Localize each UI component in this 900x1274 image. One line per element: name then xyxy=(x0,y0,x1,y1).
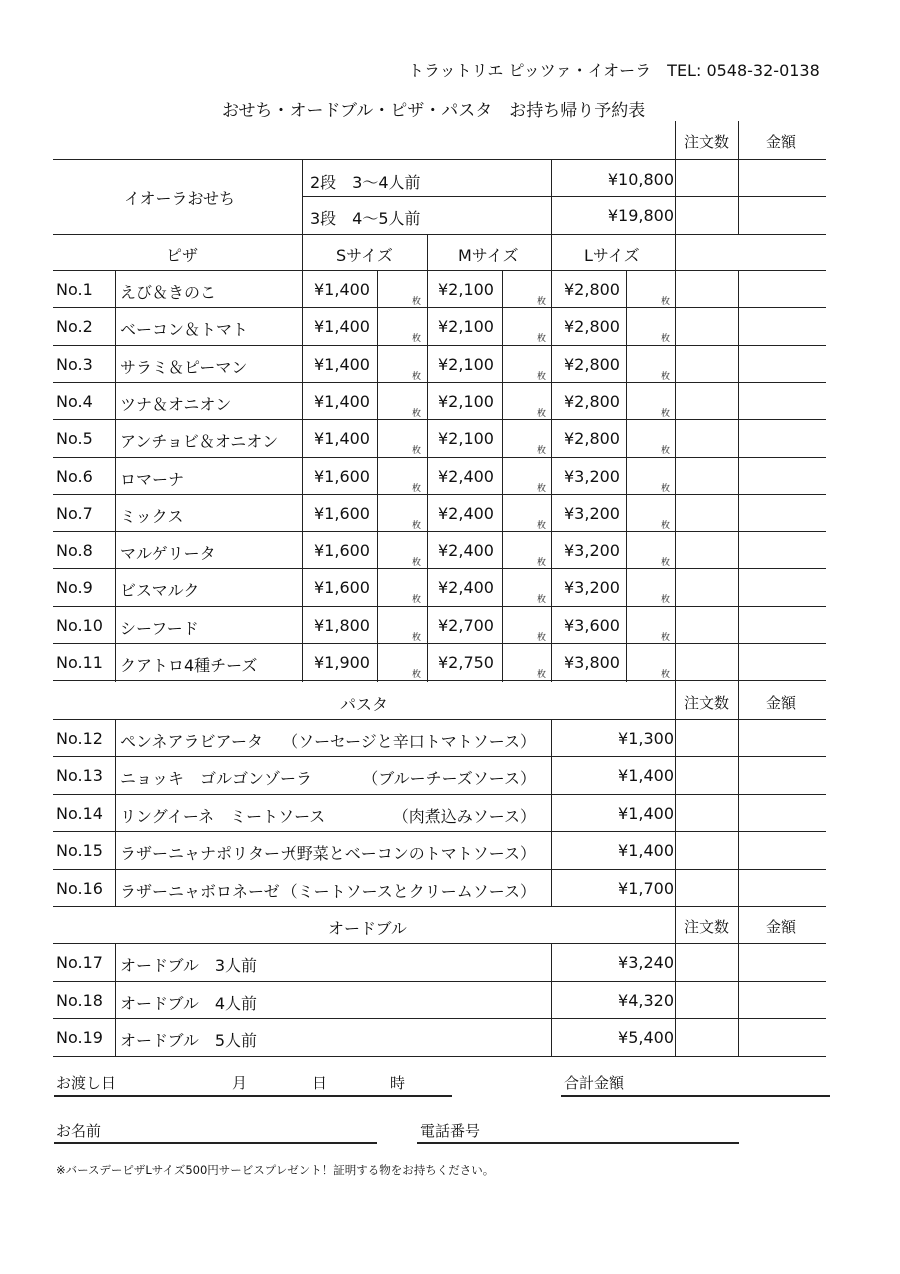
pizza-price-m: ¥2,700 xyxy=(438,616,494,635)
table-rule xyxy=(675,121,676,234)
pizza-price-l: ¥3,200 xyxy=(564,504,620,523)
unit-label: 枚 xyxy=(661,446,671,456)
amount-header: 金額 xyxy=(766,694,797,712)
unit-label: 枚 xyxy=(412,521,422,531)
unit-label: 枚 xyxy=(661,633,671,643)
pizza-price-l: ¥3,200 xyxy=(564,467,620,486)
phone-label: 電話番号 xyxy=(420,1122,481,1140)
table-rule xyxy=(53,869,826,870)
size-header-s: Sサイズ xyxy=(336,246,393,265)
pasta-sauce: （野菜とベーコンのトマトソース） xyxy=(280,844,536,863)
unit-label: 枚 xyxy=(661,521,671,531)
osechi-item-name: 3段 4～5人前 xyxy=(310,209,421,228)
qty-header: 注文数 xyxy=(684,694,730,712)
table-rule xyxy=(53,906,826,907)
pizza-no: No.8 xyxy=(56,541,93,560)
table-rule xyxy=(738,270,739,682)
pizza-price-m: ¥2,100 xyxy=(438,429,494,448)
pizza-name: マルゲリータ xyxy=(120,544,216,563)
unit-label: 枚 xyxy=(537,595,547,605)
pasta-no: No.15 xyxy=(56,841,103,860)
pasta-no: No.12 xyxy=(56,729,103,748)
pizza-price-s: ¥1,400 xyxy=(314,317,370,336)
pizza-name: ビスマルク xyxy=(120,581,200,600)
unit-label: 枚 xyxy=(661,297,671,307)
table-rule xyxy=(53,270,826,271)
table-rule xyxy=(53,1018,826,1019)
unit-label: 枚 xyxy=(537,521,547,531)
table-rule xyxy=(53,756,826,757)
pizza-price-m: ¥2,750 xyxy=(438,653,494,672)
size-header-l: Lサイズ xyxy=(584,246,640,265)
pasta-name: ニョッキ ゴルゴンゾーラ xyxy=(120,769,313,788)
pasta-sauce: （肉煮込みソース） xyxy=(392,807,536,826)
pizza-price-l: ¥3,200 xyxy=(564,578,620,597)
qty-header: 注文数 xyxy=(684,918,730,936)
pizza-price-l: ¥2,800 xyxy=(564,429,620,448)
pasta-no: No.13 xyxy=(56,766,103,785)
unit-label: 枚 xyxy=(537,446,547,456)
table-rule xyxy=(551,943,552,1056)
unit-label: 枚 xyxy=(661,484,671,494)
pasta-price: ¥1,400 xyxy=(618,841,674,860)
pizza-price-s: ¥1,400 xyxy=(314,392,370,411)
name-label: お名前 xyxy=(56,1122,102,1140)
table-rule xyxy=(53,794,826,795)
pizza-name: ミックス xyxy=(120,507,184,526)
pizza-price-m: ¥2,400 xyxy=(438,504,494,523)
table-rule xyxy=(502,270,503,682)
pizza-price-l: ¥2,800 xyxy=(564,317,620,336)
hors-name: オードブル 3人前 xyxy=(120,956,258,975)
unit-label: 枚 xyxy=(537,409,547,419)
pizza-section-label: ピザ xyxy=(166,246,199,265)
name-field[interactable] xyxy=(54,1142,377,1144)
hors-no: No.17 xyxy=(56,953,103,972)
pizza-price-s: ¥1,800 xyxy=(314,616,370,635)
table-rule xyxy=(53,457,826,458)
pizza-no: No.9 xyxy=(56,578,93,597)
pizza-price-s: ¥1,600 xyxy=(314,578,370,597)
hors-name: オードブル 5人前 xyxy=(120,1031,258,1050)
pasta-name: ペンネアラビアータ xyxy=(120,732,264,751)
pizza-price-m: ¥2,400 xyxy=(438,578,494,597)
table-rule xyxy=(53,1056,826,1057)
pasta-price: ¥1,400 xyxy=(618,766,674,785)
pizza-price-s: ¥1,400 xyxy=(314,280,370,299)
unit-label: 枚 xyxy=(537,484,547,494)
table-rule xyxy=(53,831,826,832)
unit-label: 枚 xyxy=(661,670,671,680)
pizza-price-l: ¥2,800 xyxy=(564,392,620,411)
table-rule xyxy=(53,943,826,944)
table-rule xyxy=(53,680,826,681)
size-header-m: Mサイズ xyxy=(458,246,519,265)
table-rule xyxy=(53,606,826,607)
table-rule xyxy=(551,159,552,234)
osechi-item-name: 2段 3～4人前 xyxy=(310,173,421,192)
unit-label: 枚 xyxy=(661,334,671,344)
unit-label: 枚 xyxy=(412,372,422,382)
birthday-note: ※バースデーピザLサイズ500円サービスプレゼント！証明する物をお持ちください。 xyxy=(56,1163,495,1177)
pizza-name: ツナ＆オニオン xyxy=(120,395,232,414)
unit-label: 枚 xyxy=(412,633,422,643)
table-rule xyxy=(53,382,826,383)
table-rule xyxy=(53,643,826,644)
unit-label: 枚 xyxy=(661,372,671,382)
table-rule xyxy=(53,345,826,346)
pizza-no: No.3 xyxy=(56,355,93,374)
unit-label: 枚 xyxy=(412,670,422,680)
table-rule xyxy=(427,234,428,682)
pizza-name: クアトロ4種チーズ xyxy=(120,656,258,675)
pizza-price-m: ¥2,400 xyxy=(438,541,494,560)
amount-header: 金額 xyxy=(766,133,797,151)
hors-price: ¥4,320 xyxy=(618,991,674,1010)
pizza-name: ロマーナ xyxy=(120,470,185,489)
table-rule xyxy=(675,234,676,1056)
table-rule xyxy=(115,270,116,682)
table-rule xyxy=(53,159,826,160)
pizza-price-l: ¥2,800 xyxy=(564,355,620,374)
hors-price: ¥3,240 xyxy=(618,953,674,972)
hour-label: 時 xyxy=(390,1074,406,1092)
form-title: おせち・オードブル・ピザ・パスタ お持ち帰り予約表 xyxy=(222,101,646,121)
pizza-price-m: ¥2,100 xyxy=(438,317,494,336)
pizza-price-l: ¥3,200 xyxy=(564,541,620,560)
table-rule xyxy=(53,981,826,982)
pizza-price-m: ¥2,100 xyxy=(438,392,494,411)
pasta-price: ¥1,300 xyxy=(618,729,674,748)
pizza-no: No.2 xyxy=(56,317,93,336)
delivery-date-label: お渡し日 xyxy=(56,1074,117,1092)
table-rule xyxy=(738,121,739,234)
pizza-price-s: ¥1,400 xyxy=(314,355,370,374)
pizza-price-s: ¥1,900 xyxy=(314,653,370,672)
pizza-no: No.11 xyxy=(56,653,103,672)
unit-label: 枚 xyxy=(412,297,422,307)
unit-label: 枚 xyxy=(412,409,422,419)
pizza-price-m: ¥2,100 xyxy=(438,355,494,374)
pasta-name: リングイーネ ミートソース xyxy=(120,807,326,826)
table-rule xyxy=(53,234,826,235)
table-rule xyxy=(53,719,826,720)
unit-label: 枚 xyxy=(412,595,422,605)
restaurant-info: トラットリエ ピッツァ・イオーラ TEL: 0548-32-0138 xyxy=(408,61,820,80)
pizza-price-s: ¥1,600 xyxy=(314,504,370,523)
unit-label: 枚 xyxy=(661,409,671,419)
osechi-item-price: ¥19,800 xyxy=(607,206,674,225)
table-rule xyxy=(738,682,739,1056)
table-rule xyxy=(115,719,116,906)
osechi-label: イオーラおせち xyxy=(124,189,236,208)
table-rule xyxy=(53,419,826,420)
amount-header: 金額 xyxy=(766,918,797,936)
table-rule xyxy=(302,159,303,682)
unit-label: 枚 xyxy=(537,372,547,382)
table-rule xyxy=(551,719,552,906)
qty-header: 注文数 xyxy=(684,133,730,151)
table-rule xyxy=(302,196,826,197)
pizza-name: ベーコン＆トマト xyxy=(120,320,249,339)
day-label: 日 xyxy=(312,1074,328,1092)
pizza-price-l: ¥2,800 xyxy=(564,280,620,299)
hors-no: No.18 xyxy=(56,991,103,1010)
unit-label: 枚 xyxy=(537,334,547,344)
pasta-price: ¥1,700 xyxy=(618,879,674,898)
table-rule xyxy=(53,531,826,532)
pizza-price-l: ¥3,800 xyxy=(564,653,620,672)
pasta-sauce: （ソーセージと辛口トマトソース） xyxy=(282,732,536,751)
delivery-date-field[interactable] xyxy=(54,1095,452,1097)
phone-field[interactable] xyxy=(417,1142,739,1144)
unit-label: 枚 xyxy=(412,558,422,568)
pizza-name: えび＆きのこ xyxy=(120,283,217,302)
osechi-item-price: ¥10,800 xyxy=(607,170,674,189)
pasta-name: ラザーニャボロネーゼ xyxy=(120,882,280,901)
pizza-no: No.5 xyxy=(56,429,93,448)
unit-label: 枚 xyxy=(537,297,547,307)
unit-label: 枚 xyxy=(537,558,547,568)
pasta-no: No.16 xyxy=(56,879,103,898)
unit-label: 枚 xyxy=(661,558,671,568)
pizza-price-m: ¥2,400 xyxy=(438,467,494,486)
pizza-name: アンチョビ＆オニオン xyxy=(120,432,279,451)
pasta-sauce: （ブルーチーズソース） xyxy=(362,769,536,788)
table-rule xyxy=(53,494,826,495)
month-label: 月 xyxy=(232,1074,248,1092)
pizza-name: シーフード xyxy=(120,619,199,638)
table-rule xyxy=(377,270,378,682)
pasta-section-label: パスタ xyxy=(340,695,389,714)
pizza-price-s: ¥1,400 xyxy=(314,429,370,448)
pasta-sauce: （ミートソースとクリームソース） xyxy=(281,882,536,901)
unit-label: 枚 xyxy=(661,595,671,605)
hors-no: No.19 xyxy=(56,1028,103,1047)
total-field[interactable] xyxy=(561,1095,830,1097)
unit-label: 枚 xyxy=(412,446,422,456)
hors-price: ¥5,400 xyxy=(618,1028,674,1047)
total-label: 合計金額 xyxy=(564,1074,625,1092)
pizza-no: No.4 xyxy=(56,392,93,411)
table-rule xyxy=(53,307,826,308)
pizza-price-s: ¥1,600 xyxy=(314,467,370,486)
pasta-price: ¥1,400 xyxy=(618,804,674,823)
unit-label: 枚 xyxy=(537,633,547,643)
hors-section-label: オードブル xyxy=(328,919,407,938)
table-rule xyxy=(115,943,116,1056)
pizza-no: No.6 xyxy=(56,467,93,486)
hors-name: オードブル 4人前 xyxy=(120,994,258,1013)
unit-label: 枚 xyxy=(412,334,422,344)
pizza-no: No.7 xyxy=(56,504,93,523)
unit-label: 枚 xyxy=(412,484,422,494)
pizza-name: サラミ＆ピーマン xyxy=(120,358,248,377)
pasta-no: No.14 xyxy=(56,804,103,823)
table-rule xyxy=(53,568,826,569)
table-rule xyxy=(626,270,627,682)
table-rule xyxy=(551,234,552,682)
pizza-price-m: ¥2,100 xyxy=(438,280,494,299)
pizza-no: No.1 xyxy=(56,280,93,299)
pasta-name: ラザーニャナポリターナ xyxy=(120,844,297,863)
unit-label: 枚 xyxy=(537,670,547,680)
pizza-no: No.10 xyxy=(56,616,103,635)
pizza-price-l: ¥3,600 xyxy=(564,616,620,635)
pizza-price-s: ¥1,600 xyxy=(314,541,370,560)
